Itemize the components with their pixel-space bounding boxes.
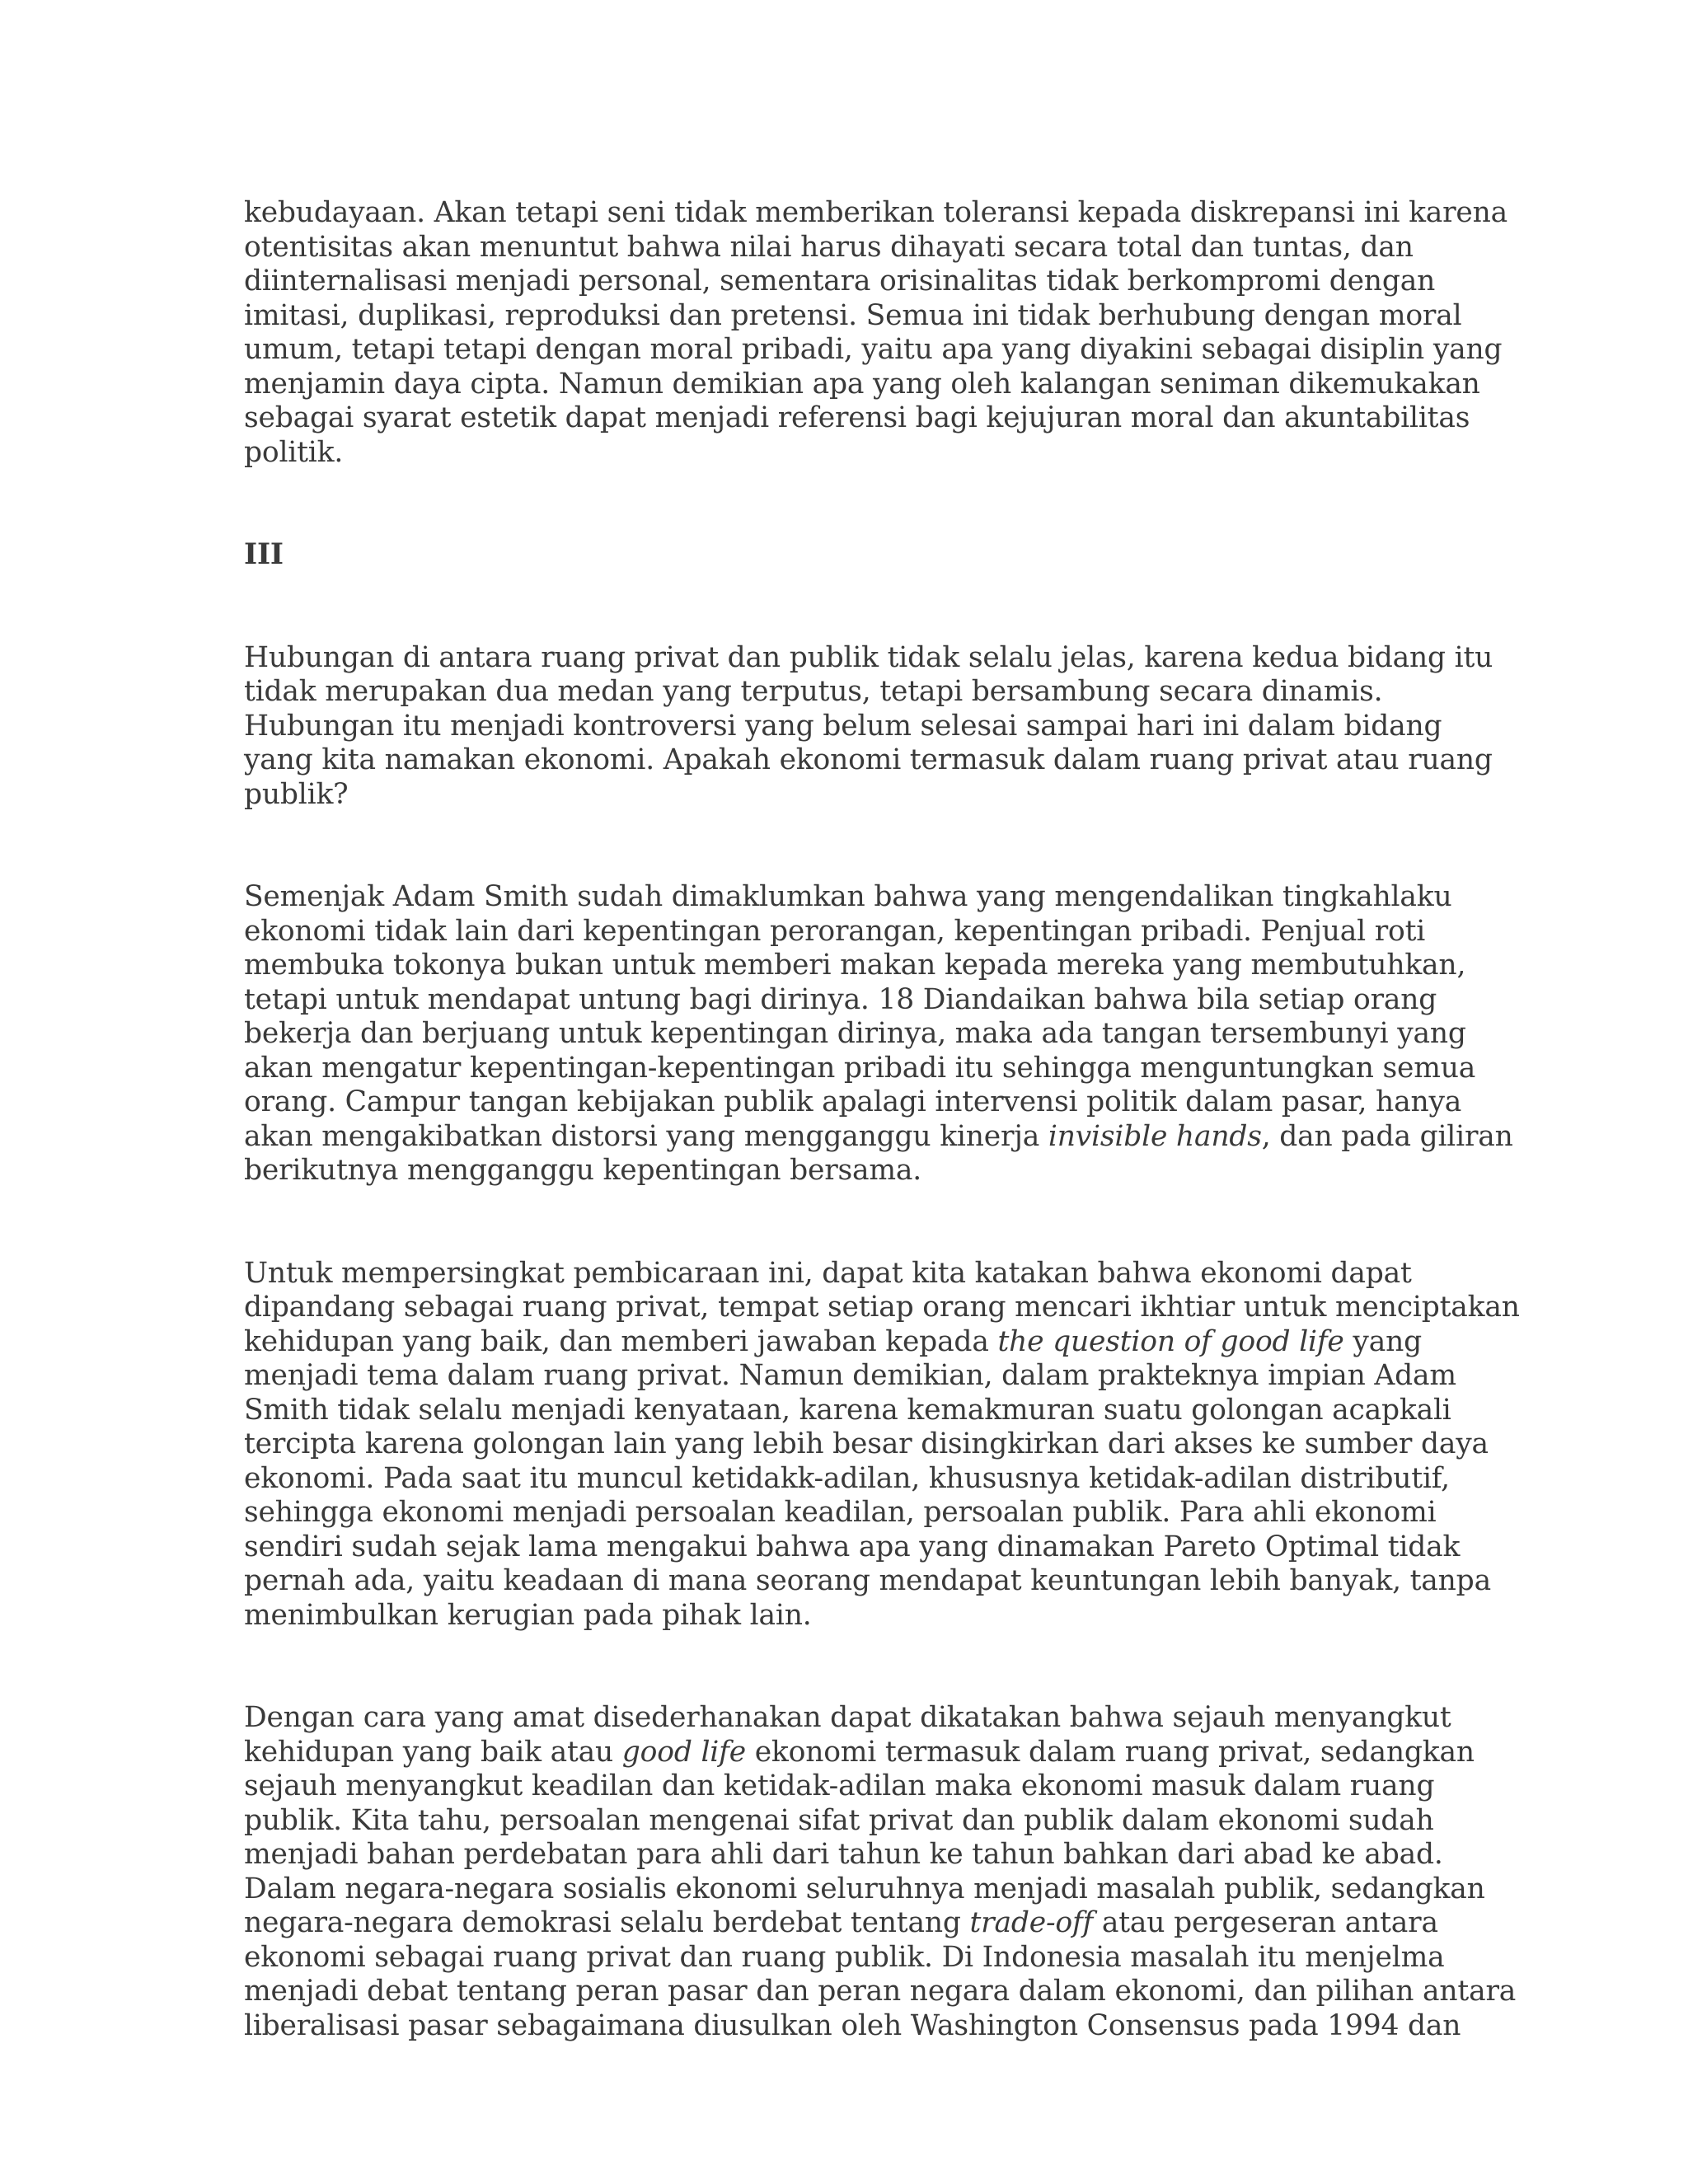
text-line: membuka tokonya bukan untuk memberi makan kepada mereka yang membutuhkan, xyxy=(244,949,1466,982)
body-paragraph xyxy=(244,1701,1517,2043)
text-line: publik? xyxy=(244,777,349,811)
text-line: ekonomi sebagai ruang privat dan ruang publik. Di Indonesia masalah itu menjelma xyxy=(244,1940,1445,1974)
text-line: menjamin daya cipta. Namun demikian apa yang oleh kalangan seniman dikemukakan xyxy=(244,367,1480,401)
text-line: berikutnya mengganggu kepentingan bersama. xyxy=(244,1154,922,1187)
text-segment: kehidupan yang baik atau xyxy=(244,1735,622,1769)
text-segment: atau pergeseran antara xyxy=(1093,1906,1438,1939)
text-line: tidak merupakan dua medan yang terputus, tetapi bersambung secara dinamis. xyxy=(244,675,1383,708)
text-line: kebudayaan. Akan tetapi seni tidak memberikan toleransi kepada diskrepansi ini karena xyxy=(244,196,1508,229)
italic-phrase: the question of good life xyxy=(997,1324,1344,1358)
italic-phrase: good life xyxy=(621,1735,746,1769)
text-line: bekerja dan berjuang untuk kepentingan dirinya, maka ada tangan tersembunyi yang xyxy=(244,1017,1466,1050)
text-segment: , dan pada giliran xyxy=(1261,1119,1513,1153)
text-line xyxy=(244,1906,1447,1941)
text-line: publik. Kita tahu, persoalan mengenai sifat privat dan publik dalam ekonomi sudah xyxy=(244,1803,1434,1837)
text-line: dipandang sebagai ruang privat, tempat setiap orang mencari ikhtiar untuk menciptakan xyxy=(244,1291,1520,1324)
text-segment: negara-negara demokrasi selalu berdebat tentang xyxy=(244,1906,970,1939)
text-line: Dengan cara yang amat disederhanakan dapat dikatakan bahwa sejauh menyangkut xyxy=(244,1701,1451,1734)
text-line: diinternalisasi menjadi personal, sementara orisinalitas tidak berkompromi dengan xyxy=(244,265,1436,298)
text-line: imitasi, duplikasi, reproduksi dan pretensi. Semua ini tidak berhubung dengan moral xyxy=(244,298,1462,332)
text-line: menimbulkan kerugian pada pihak lain. xyxy=(244,1598,812,1632)
text-line: politik. xyxy=(244,435,344,469)
text-line: umum, tetapi tetapi dengan moral pribadi, yaitu apa yang diyakini sebagai disiplin yang xyxy=(244,333,1503,366)
text-segment: kehidupan yang baik, dan memberi jawaban kepada xyxy=(244,1324,998,1358)
text-line: Smith tidak selalu menjadi kenyataan, karena kemakmuran suatu golongan acapkali xyxy=(244,1393,1451,1427)
body-paragraph xyxy=(244,880,1513,1188)
document-page xyxy=(244,196,1520,2111)
text-line: menjadi debat tentang peran pasar dan peran negara dalam ekonomi, dan pilihan antara xyxy=(244,1975,1517,2008)
italic-phrase: trade-off xyxy=(969,1906,1094,1939)
text-line: Semenjak Adam Smith sudah dimaklumkan bahwa yang mengendalikan tingkahlaku xyxy=(244,880,1452,913)
text-line: liberalisasi pasar sebagaimana diusulkan oleh Washington Consensus pada 1994 dan xyxy=(244,2008,1461,2042)
text-line: sehingga ekonomi menjadi persoalan keadilan, persoalan publik. Para ahli ekonomi xyxy=(244,1496,1437,1529)
body-paragraph xyxy=(244,640,1493,813)
body-paragraph xyxy=(244,196,1508,470)
text-line: pernah ada, yaitu keadaan di mana seorang mendapat keuntungan lebih banyak, tanpa xyxy=(244,1564,1491,1597)
text-line: Untuk mempersingkat pembicaraan ini, dapat kita katakan bahwa ekonomi dapat xyxy=(244,1256,1412,1290)
text-line: yang kita namakan ekonomi. Apakah ekonomi termasuk dalam ruang privat atau ruang xyxy=(244,743,1493,776)
text-line: menjadi bahan perdebatan para ahli dari tahun ke tahun bahkan dari abad ke abad. xyxy=(244,1838,1443,1871)
text-line xyxy=(244,1735,1475,1770)
text-line: ekonomi tidak lain dari kepentingan perorangan, kepentingan pribadi. Penjual roti xyxy=(244,914,1426,948)
text-line: sendiri sudah sejak lama mengakui bahwa apa yang dinamakan Pareto Optimal tidak xyxy=(244,1530,1461,1563)
text-segment: yang xyxy=(1343,1324,1422,1358)
text-line: sejauh menyangkut keadilan dan ketidak-adilan maka ekonomi masuk dalam ruang xyxy=(244,1769,1435,1802)
text-line: menjadi tema dalam ruang privat. Namun demikian, dalam prakteknya impian Adam xyxy=(244,1359,1456,1392)
text-line: orang. Campur tangan kebijakan publik apalagi intervensi politik dalam pasar, hanya xyxy=(244,1085,1462,1118)
section-heading: III xyxy=(244,538,284,571)
text-line: Hubungan di antara ruang privat dan publik tidak selalu jelas, karena kedua bidang itu xyxy=(244,640,1493,674)
text-line xyxy=(244,1325,1447,1360)
body-paragraph xyxy=(244,1256,1520,1633)
text-line: Hubungan itu menjadi kontroversi yang belum selesai sampai hari ini dalam bidang xyxy=(244,709,1442,743)
text-line: otentisitas akan menuntut bahwa nilai harus dihayati secara total dan tuntas, dan xyxy=(244,230,1414,264)
text-line: akan mengatur kepentingan-kepentingan pribadi itu sehingga menguntungkan semua xyxy=(244,1051,1476,1085)
text-line: tetapi untuk mendapat untung bagi dirinya. 18 Diandaikan bahwa bila setiap orang xyxy=(244,982,1437,1016)
text-line xyxy=(244,1119,1513,1155)
italic-phrase: invisible hands xyxy=(1048,1119,1262,1153)
text-line: sebagai syarat estetik dapat menjadi referensi bagi kejujuran moral dan akuntabilitas xyxy=(244,401,1470,434)
text-line: Dalam negara-negara sosialis ekonomi seluruhnya menjadi masalah publik, sedangkan xyxy=(244,1872,1485,1905)
text-segment: ekonomi termasuk dalam ruang privat, sedangkan xyxy=(745,1735,1475,1769)
text-line: tercipta karena golongan lain yang lebih besar disingkirkan dari akses ke sumber daya xyxy=(244,1427,1489,1460)
text-segment: akan mengakibatkan distorsi yang mengganggu kinerja xyxy=(244,1119,1048,1153)
text-line: ekonomi. Pada saat itu muncul ketidakk-adilan, khususnya ketidak-adilan distributif, xyxy=(244,1461,1450,1495)
